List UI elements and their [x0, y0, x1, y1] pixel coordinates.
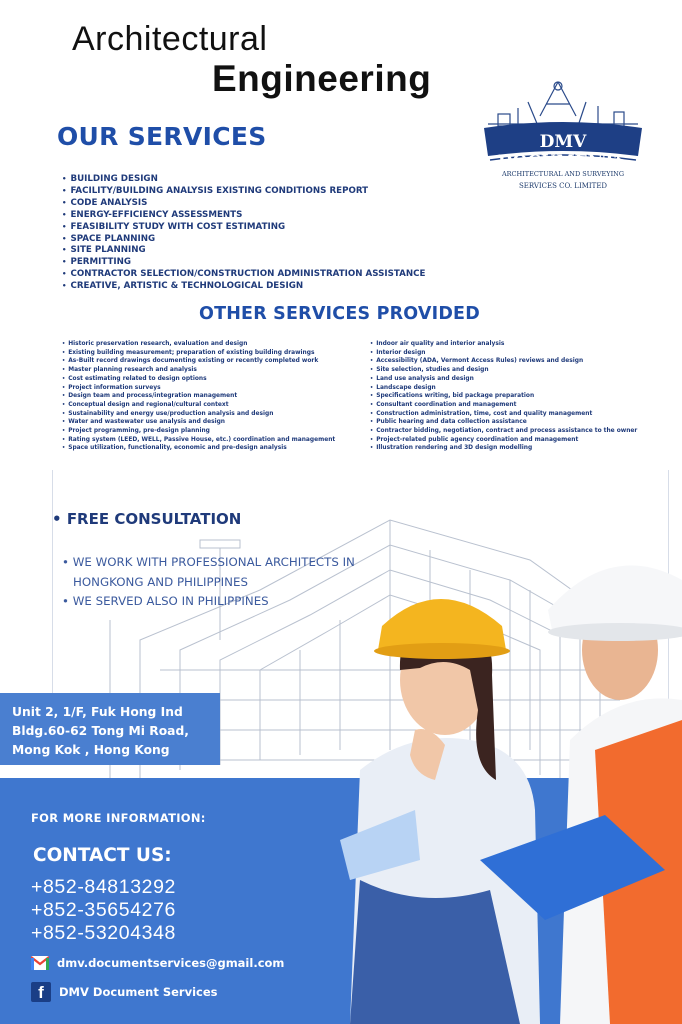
other-service-item: • Public hearing and data collection assistance	[370, 418, 637, 427]
other-service-item: • Site selection, studies and design	[370, 366, 637, 375]
facebook-icon: f	[31, 982, 51, 1002]
company-logo	[478, 76, 648, 196]
service-item: • FACILITY/BUILDING ANALYSIS EXISTING CONDITIONS REPORT	[62, 186, 425, 198]
other-service-item: • Indoor air quality and interior analysis	[370, 340, 637, 349]
address-line: Unit 2, 1/F, Fuk Hong Ind	[12, 705, 183, 719]
address-box	[0, 693, 220, 765]
logo-subtitle-2: SERVICES CO. LIMITED	[518, 182, 608, 190]
page-title-line1: Architectural	[72, 20, 268, 58]
logo-name: DMV DOCUMENTS	[497, 132, 629, 172]
other-services-left-list	[62, 340, 335, 453]
logo-subtitle: ARCHITECTURAL AND SURVEYING	[501, 170, 625, 178]
other-service-item: • Specifications writing, bid package preparation	[370, 392, 637, 401]
consultation-line: • WE WORK WITH PROFESSIONAL ARCHITECTS IN	[62, 555, 355, 569]
other-service-item: • Water and wastewater use analysis and design	[62, 418, 335, 427]
email-link[interactable]: dmv.documentservices@gmail.com	[57, 956, 285, 970]
other-service-item: • Master planning research and analysis	[62, 366, 335, 375]
service-item: • ENERGY-EFFICIENCY ASSESSMENTS	[62, 210, 425, 222]
facebook-link[interactable]: DMV Document Services	[59, 985, 218, 999]
other-service-item: • Project-related public agency coordination and management	[370, 436, 637, 445]
other-service-item: • Conceptual design and regional/cultural context	[62, 401, 335, 410]
phone-number[interactable]: +852-35654276	[31, 899, 176, 921]
other-service-item: • Project information surveys	[62, 384, 335, 393]
service-item: • SITE PLANNING	[62, 245, 425, 257]
phone-list	[31, 876, 176, 945]
services-list	[62, 174, 425, 293]
address-line: Mong Kok , Hong Kong	[12, 743, 170, 757]
other-service-item: • Contractor bidding, negotiation, contract and process assistance to the owner	[370, 427, 637, 436]
phone-number[interactable]: +852-84813292	[31, 876, 176, 898]
other-service-item: • Rating system (LEED, WELL, Passive House, etc.) coordination and management	[62, 436, 335, 445]
other-service-item: • Accessibility (ADA, Vermont Access Rules) reviews and design	[370, 357, 637, 366]
page-title-line2: Engineering	[212, 58, 432, 99]
other-service-item: • Historic preservation research, evaluation and design	[62, 340, 335, 349]
engineers-photo	[320, 550, 682, 1024]
service-item: • SPACE PLANNING	[62, 234, 425, 246]
service-item: • CODE ANALYSIS	[62, 198, 425, 210]
other-service-item: • Project programming, pre-design planning	[62, 427, 335, 436]
address-line: Bldg.60-62 Tong Mi Road,	[12, 724, 189, 738]
other-service-item: • Construction administration, time, cost and quality management	[370, 410, 637, 419]
gmail-icon	[31, 956, 49, 970]
facebook-row[interactable]	[31, 982, 217, 1002]
other-services-heading: OTHER SERVICES PROVIDED	[199, 304, 480, 324]
consultation-line: HONGKONG AND PHILIPPINES	[73, 574, 248, 589]
other-service-item: • Existing building measurement; preparation of existing building drawings	[62, 349, 335, 358]
service-item: • FEASIBILITY STUDY WITH COST ESTIMATING	[62, 222, 425, 234]
other-service-item: • Interior design	[370, 349, 637, 358]
contact-us-heading: CONTACT US:	[33, 845, 172, 866]
service-item: • PERMITTING	[62, 257, 425, 269]
phone-number[interactable]: +852-53204348	[31, 922, 176, 944]
other-service-item: • Design team and process/integration management	[62, 392, 335, 401]
other-service-item: • Illustration rendering and 3D design modelling	[370, 444, 637, 453]
other-service-item: • Landscape design	[370, 384, 637, 393]
consultation-details	[62, 553, 355, 612]
other-service-item: • Sustainability and energy use/production analysis and design	[62, 410, 335, 419]
email-row[interactable]	[31, 956, 284, 970]
other-service-item: • As-Built record drawings documenting existing or recently completed work	[62, 357, 335, 366]
more-information-label: FOR MORE INFORMATION:	[31, 811, 206, 825]
other-service-item: • Space utilization, functionality, economic and pre-design analysis	[62, 444, 335, 453]
other-service-item: • Cost estimating related to design options	[62, 375, 335, 384]
service-item: • CREATIVE, ARTISTIC & TECHNOLOGICAL DESIGN	[62, 281, 425, 293]
other-services-right-list	[370, 340, 637, 453]
services-heading: OUR SERVICES	[57, 122, 267, 151]
service-item: • BUILDING DESIGN	[62, 174, 425, 186]
service-item: • CONTRACTOR SELECTION/CONSTRUCTION ADMINISTRATION ASSISTANCE	[62, 269, 425, 281]
free-consultation-heading: • FREE CONSULTATION	[52, 510, 241, 528]
other-service-item: • Land use analysis and design	[370, 375, 637, 384]
left-divider	[52, 470, 53, 700]
other-service-item: • Consultant coordination and management	[370, 401, 637, 410]
consultation-line: • WE SERVED ALSO IN PHILIPPINES	[62, 594, 269, 608]
